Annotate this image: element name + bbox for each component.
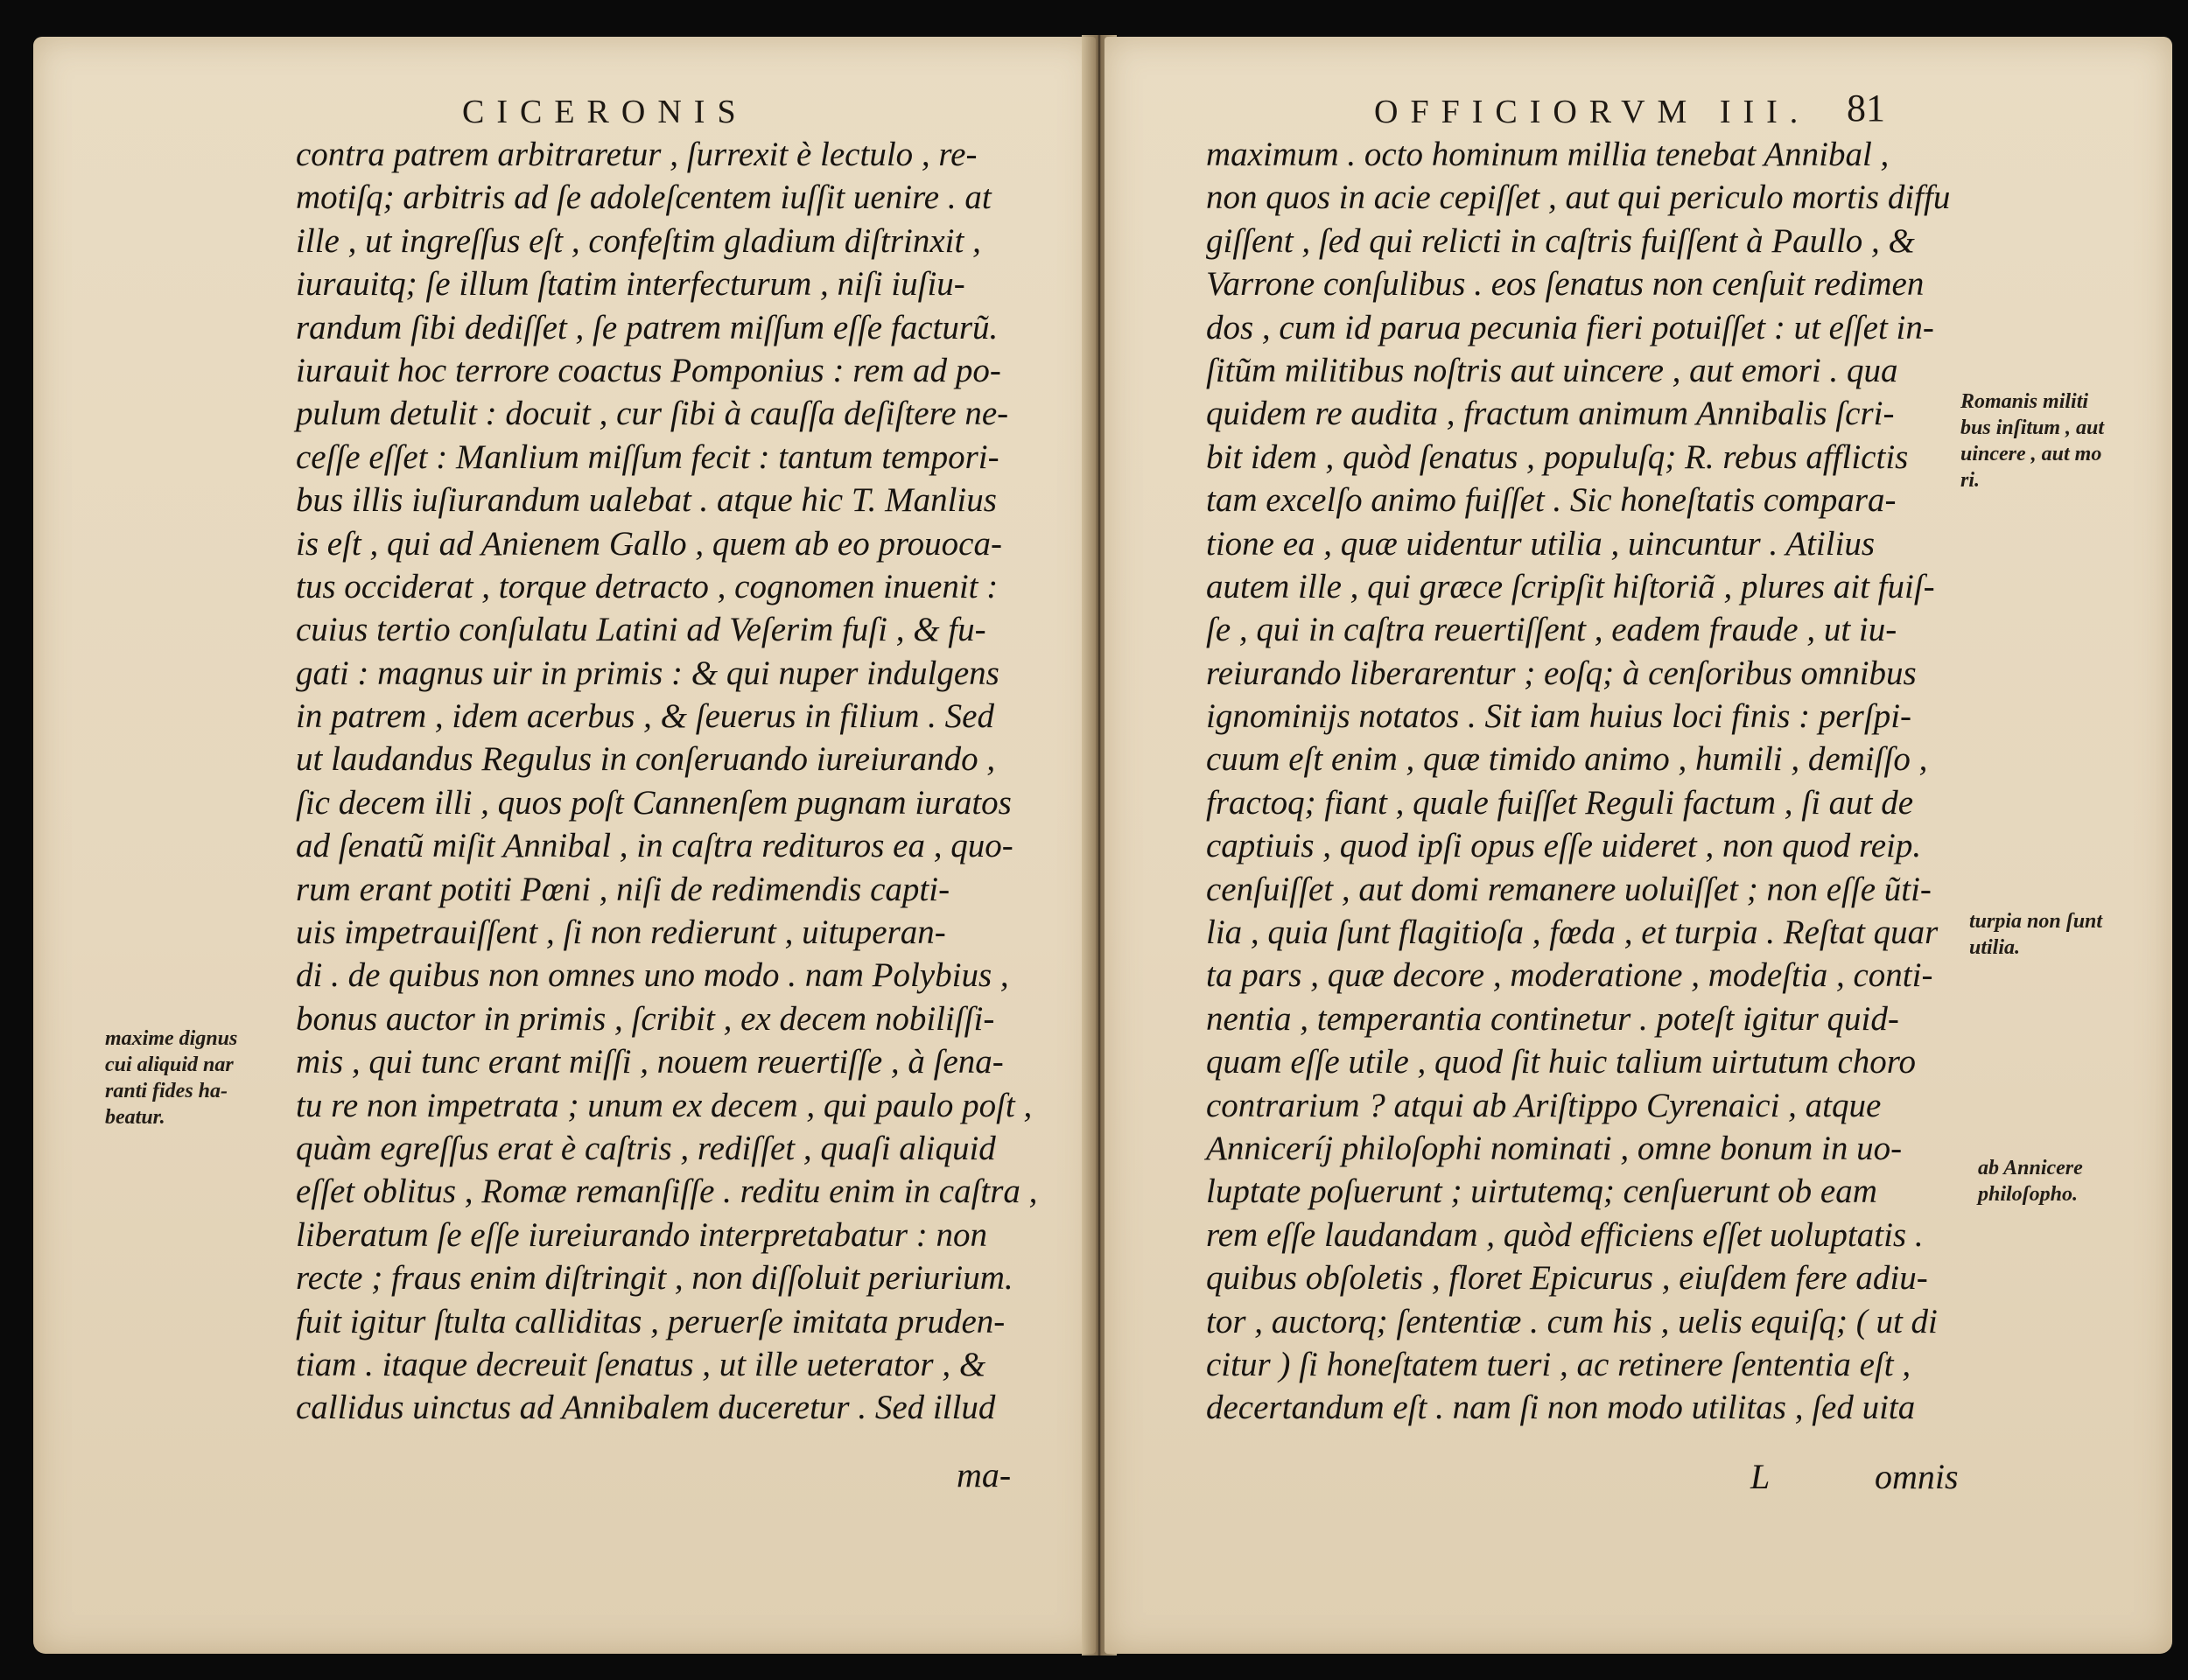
text-line: randum ſibi dediſſet , ſe patrem miſſum eſſe facturũ. (296, 308, 999, 346)
text-line: philoſopho. (1978, 1183, 2079, 1206)
text-line: contrarium ? atqui ab Ariſtippo Cyrenaici , atque (1206, 1086, 1882, 1124)
text-line: in patrem , idem acerbus , & ſeuerus in filium . Sed (296, 697, 994, 736)
text-line: tus occiderat , torque detracto , cognomen inuenit : (296, 567, 999, 606)
text-line: iurauitq; ſe illum ſtatim interfecturum , niſi iuſiu- (296, 265, 965, 304)
text-line: Varrone conſulibus . eos ſenatus non cenſuit redimen (1206, 265, 1925, 304)
text-line: pulum detulit : docuit , cur ſibi à cauſſa deſiſtere ne- (296, 395, 1009, 433)
text-line: maximum . octo hominum millia tenebat Annibal , (1206, 136, 1890, 173)
marginal-note-right-1 (1960, 388, 2104, 494)
text-line: is eſt , qui ad Anienem Gallo , quem ab eo prouoca- (296, 524, 1002, 563)
text-line: mis , qui tunc erant miſſi , nouem reuertiſſe , à ſena- (296, 1043, 1004, 1082)
text-line: di . de quibus non omnes uno modo . nam Polybius , (296, 956, 1009, 995)
right-page (1105, 37, 2172, 1654)
text-line: autem ille , qui græce ſcripſit hiſtoriã , plures ait fuiſ- (1206, 567, 1935, 606)
text-line: motiſq; arbitris ad ſe adoleſcentem iuſſit uenire . at (296, 178, 992, 217)
text-line: turpia non ſunt (1969, 910, 2103, 933)
right-text-block (1206, 133, 2081, 1430)
text-line: eſſet oblitus , Romæ remanſiſſe . reditu enim in caſtra , (296, 1172, 1038, 1211)
text-line: cuius tertio conſulatu Latini ad Veſerim fuſi , & fu- (296, 611, 986, 649)
text-line: ſic decem illi , quos poſt Cannenſem pugnam iuratos (296, 783, 1012, 822)
text-line: liberatum ſe eſſe iureiurando interpretabatur : non (296, 1215, 988, 1254)
text-line: bus inſitum , aut (1960, 416, 2105, 439)
text-line: quidem re audita , fractum animum Annibalis ſcri- (1206, 395, 1895, 433)
text-line: iurauit hoc terrore coactus Pomponius : rem ad po- (296, 351, 1001, 389)
text-line: ta pars , quæ decore , moderatione , modeſtia , conti- (1206, 956, 1933, 995)
text-line: tor , auctorq; ſententiæ . cum his , uelis equiſq; ( ut di (1206, 1302, 1938, 1340)
text-line: tu re non impetrata ; unum ex decem , qui paulo poſt , (296, 1086, 1033, 1124)
text-line: cuum eſt enim , quæ timido animo , humili , demiſſo , (1206, 740, 1928, 779)
text-line: bit idem , quòd ſenatus , populuſq; R. rebus afflictis (1206, 438, 1909, 476)
text-line: ranti fides ha- (105, 1080, 228, 1102)
text-line: rem eſſe laudandam , quòd efficiens eſſet uoluptatis . (1206, 1215, 1924, 1254)
text-line: quàm egreſſus erat è caſtris , rediſſet , quaſi aliquid (296, 1129, 996, 1167)
text-line: ignominijs notatos . Sit iam huius loci finis : perſpi- (1206, 697, 1912, 736)
catchword-right: omnis (1875, 1457, 1959, 1496)
text-line: non quos in acie cepiſſet , aut qui periculo mortis diffu (1206, 178, 1951, 217)
text-line: fuit igitur ſtulta calliditas , peruerſe imitata pruden- (296, 1302, 1006, 1340)
text-line: bus illis iuſiurandum ualebat . atque hic T. Manlius (296, 481, 997, 520)
marginal-note-left (105, 1026, 237, 1130)
text-line: cui aliquid nar (105, 1054, 234, 1076)
text-line: giſſent , ſed qui relicti in caſtris fuiſſent à Paullo , & (1206, 221, 1915, 260)
text-line: Romanis militi (1960, 390, 2089, 413)
text-line: beatur. (105, 1106, 165, 1129)
text-line: nentia , temperantia continetur . poteſt igitur quid- (1206, 999, 1899, 1038)
text-line: recte ; fraus enim diſtringit , non diſſoluit periurium. (296, 1259, 1013, 1298)
text-line: lia , quia ſunt flagitioſa , fœda , et turpia . Reſtat quar (1206, 914, 1939, 952)
text-line: ut laudandus Regulus in conſeruando iureiurando , (296, 740, 996, 779)
catchword-left: ma- (957, 1455, 1012, 1494)
text-line: contra patrem arbitraretur , ſurrexit è lectulo , re- (296, 136, 978, 173)
text-line: Anniceríj philoſophi nominati , omne bonum in uo- (1206, 1129, 1903, 1167)
text-line: ab Annicere (1978, 1157, 2083, 1180)
marginal-note-right-3 (1978, 1155, 2083, 1208)
marginal-note-right-2 (1969, 908, 2102, 961)
text-line: decertandum eſt . nam ſi non modo utilitas , ſed uita (1206, 1389, 1916, 1427)
text-line: ſe , qui in caſtra reuertiſſent , eadem fraude , ut iu- (1206, 611, 1897, 649)
left-text-block (296, 133, 1083, 1430)
text-line: citur ) ſi honeſtatem tueri , ac retinere ſententia eſt , (1206, 1345, 1911, 1383)
text-line: ille , ut ingreſſus eſt , confeſtim gladium diſtrinxit , (296, 221, 981, 260)
text-line: captiuis , quod ipſi opus eſſe uideret , non quod reip. (1206, 827, 1922, 865)
text-line: dos , cum id parua pecunia fieri potuiſſet : ut eſſet in- (1206, 308, 1934, 346)
text-line: luptate poſuerunt ; uirtutemq; cenſuerunt ob eam (1206, 1172, 1877, 1211)
text-line: tione ea , quæ uidentur utilia , uincuntur . Atilius (1206, 524, 1876, 563)
text-line: ceſſe eſſet : Manlium miſſum fecit : tantum tempori- (296, 438, 999, 476)
text-line: ad ſenatũ miſit Annibal , in caſtra redituros ea , quo- (296, 827, 1013, 865)
text-line: callidus uinctus ad Annibalem duceretur . Sed illud (296, 1389, 996, 1427)
text-line: tiam . itaque decreuit ſenatus , ut ille ueterator , & (296, 1345, 986, 1383)
text-line: quam eſſe utile , quod ſit huic talium uirtutum choro (1206, 1043, 1916, 1082)
left-page (33, 37, 1096, 1654)
text-line: ſitũm militibus noſtris aut uincere , aut emori . qua (1206, 351, 1898, 389)
text-line: maxime dignus (105, 1027, 238, 1050)
text-line: tam excelſo animo fuiſſet . Sic honeſtatis compara- (1206, 481, 1897, 520)
signature-mark: L (1750, 1457, 1771, 1496)
folio-number: 81 (1847, 87, 1885, 130)
text-line: gati : magnus uir in primis : & qui nuper indulgens (296, 654, 999, 692)
text-line: fractoq; fiant , quale fuiſſet Reguli factum , ſi aut de (1206, 783, 1914, 822)
text-line: rum erant potiti Pœni , niſi de redimendis capti- (296, 870, 950, 908)
text-line: uincere , aut mo (1960, 443, 2102, 466)
text-line: quibus obſoletis , floret Epicurus , eiuſdem fere adiu- (1206, 1259, 1928, 1298)
text-line: bonus auctor in primis , ſcribit , ex decem nobiliſſi- (296, 999, 995, 1038)
text-line: utilia. (1969, 936, 2021, 959)
running-head-left: CICERONIS (462, 94, 748, 130)
text-line: ri. (1960, 469, 1981, 492)
running-head-right: OFFICIORVM III. (1374, 94, 1811, 130)
text-line: uis impetrauiſſent , ſi non redierunt , uituperan- (296, 914, 946, 952)
text-line: reiurando liberarentur ; eoſq; à cenſoribus omnibus (1206, 654, 1917, 692)
text-line: cenſuiſſet , aut domi remanere uoluiſſet ; non eſſe ũti- (1206, 870, 1932, 908)
